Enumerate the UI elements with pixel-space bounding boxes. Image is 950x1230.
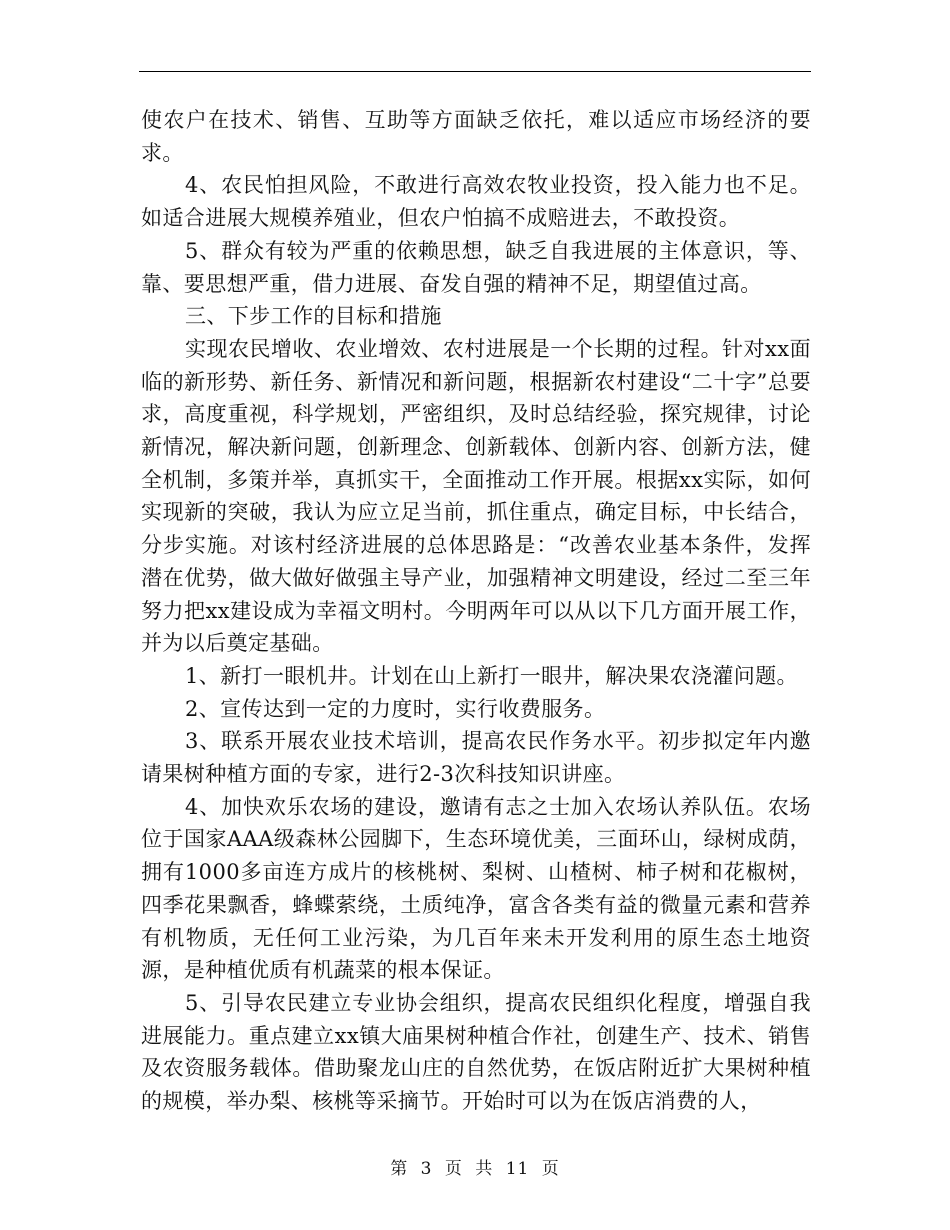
paragraph-measure-1: 1、新打一眼机井。计划在山上新打一眼井，解决果农浇灌问题。 <box>185 663 798 688</box>
paragraph-item-4-risk: 4、农民怕担风险，不敢进行高效农牧业投资，投入能力也不足。如适合进展大规模养殖业，但农户怕搞不成赔进去，不敢投资。 <box>141 173 811 231</box>
paragraph-measure-4: 4、加快欢乐农场的建设，邀请有志之士加入农场认养队伍。农场位于国家AAA级森林公园脚下，生态环境优美，三面环山，绿树成荫，拥有1000多亩连方成片的核桃树、梨树、山楂树、柿子树和花椒树，四季花果飘香，蜂蝶萦绕，土质纯净，富含各类有益的微量元素和营养有机物质，无任何工业污染，为几百年来未开发利用的原生态土地资源，是种植优质有机蔬菜的根本保证。 <box>141 794 811 983</box>
paragraph-measure-5: 5、引导农民建立专业协会组织，提高农民组织化程度，增强自我进展能力。重点建立xx镇大庙果树种植合作社，创建生产、技术、销售及农资服务载体。借助聚龙山庄的自然优势，在饭店附近扩大果树种植的规模，举办梨、核桃等采摘节。开始时可以为在饭店消费的人， <box>141 990 811 1114</box>
body-text <box>141 104 811 1118</box>
paragraph-measure-2: 2、宣传达到一定的力度时，实行收费服务。 <box>185 696 606 721</box>
paragraph-item-5-dependence: 5、群众有较为严重的依赖思想，缺乏自我进展的主体意识，等、靠、要思想严重，借力进展、奋发自强的精神不足，期望值过高。 <box>141 238 811 296</box>
page-number-footer: 第 3 页 共 11 页 <box>390 1159 560 1179</box>
paragraph-overview: 实现农民增收、农业增效、农村进展是一个长期的过程。针对xx面临的新形势、新任务、新情况和新问题，根据新农村建设“二十字”总要求，高度重视，科学规划，严密组织，及时总结经验，探究规律，讨论新情况，解决新问题，创新理念、创新载体、创新内容、创新方法，健全机制，多策并举，真抓实干，全面推动工作开展。根据xx实际，如何实现新的突破，我认为应立足当前，抓住重点，确定目标，中长结合，分步实施。对该村经济进展的总体思路是：“改善农业基本条件，发挥潜在优势，做大做好做强主导产业，加强精神文明建设，经过二至三年努力把xx建设成为幸福文明村。今明两年可以从以下几方面开展工作，并为以后奠定基础。 <box>141 336 811 656</box>
header-rule <box>139 71 811 72</box>
section-heading: 三、下步工作的目标和措施 <box>185 304 442 329</box>
paragraph-continuation: 使农户在技术、销售、互助等方面缺乏依托，难以适应市场经济的要求。 <box>141 108 811 165</box>
paragraph-measure-3: 3、联系开展农业技术培训，提高农民作务水平。初步拟定年内邀请果树种植方面的专家，进行2-3次科技知识讲座。 <box>141 729 811 787</box>
